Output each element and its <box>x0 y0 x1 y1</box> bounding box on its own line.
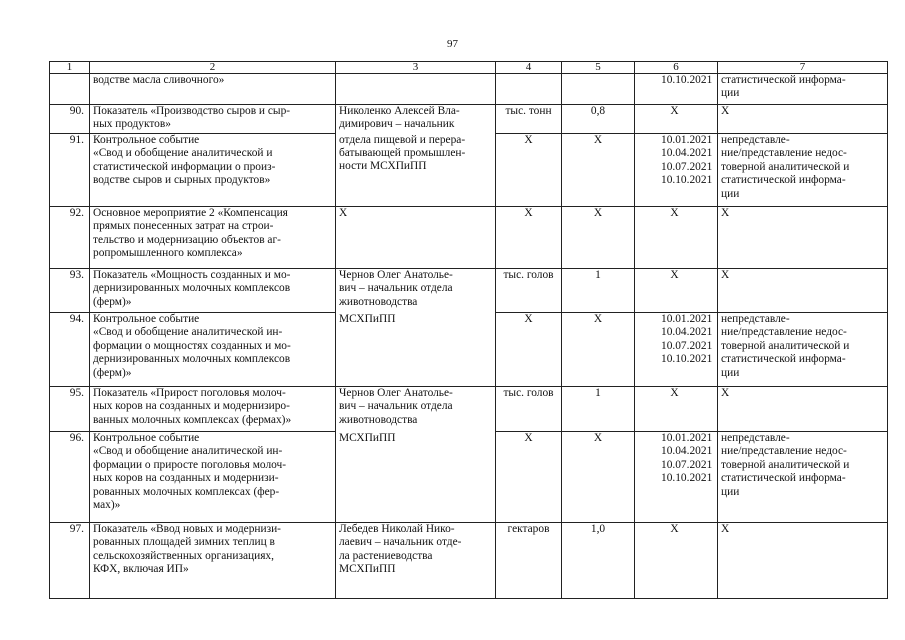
row-number: 97. <box>50 523 90 599</box>
item-name: Показатель «Прирост поголовья молоч- ных коров на созданных и модернизиро- ванных молочных комплексах (фермах)» <box>90 387 336 432</box>
responsible: отдела пищевой и перера- батывающей промышлен- ности МСХПиПП <box>336 134 496 207</box>
dates: 10.01.2021 10.04.2021 10.07.2021 10.10.2021 <box>635 432 718 523</box>
dates: Х <box>635 207 718 269</box>
item-name: Показатель «Производство сыров и сыр- ных продуктов» <box>90 105 336 134</box>
row-number: 92. <box>50 207 90 269</box>
value <box>562 74 635 105</box>
responsible: Х <box>336 207 496 269</box>
column-number: 6 <box>635 62 718 74</box>
value: 1 <box>562 269 635 313</box>
value: Х <box>562 432 635 523</box>
column-number: 7 <box>718 62 888 74</box>
responsible: МСХПиПП <box>336 313 496 387</box>
row-number: 90. <box>50 105 90 134</box>
responsible: Чернов Олег Анатолье- вич – начальник отдела животноводства <box>336 269 496 313</box>
column-number: 4 <box>496 62 562 74</box>
row-number: 94. <box>50 313 90 387</box>
responsible <box>336 74 496 105</box>
note: непредставле- ние/представление недос- товерной аналитической и статистической информа- ции <box>718 313 888 387</box>
responsible: Николенко Алексей Вла- димирович – начальник <box>336 105 496 134</box>
unit: Х <box>496 207 562 269</box>
column-number: 2 <box>90 62 336 74</box>
dates: Х <box>635 269 718 313</box>
column-number: 1 <box>50 62 90 74</box>
row-number: 95. <box>50 387 90 432</box>
note: непредставле- ние/представление недос- товерной аналитической и статистической информа- ции <box>718 432 888 523</box>
responsible: Чернов Олег Анатолье- вич – начальник отдела животноводства <box>336 387 496 432</box>
item-name: водстве масла сливочного» <box>90 74 336 105</box>
dates: Х <box>635 523 718 599</box>
table-row <box>50 387 888 432</box>
unit: тыс. голов <box>496 387 562 432</box>
dates: Х <box>635 105 718 134</box>
unit: тыс. голов <box>496 269 562 313</box>
table-row <box>50 74 888 105</box>
value: 1 <box>562 387 635 432</box>
table-row <box>50 523 888 599</box>
table-row <box>50 105 888 134</box>
value: Х <box>562 134 635 207</box>
column-number: 3 <box>336 62 496 74</box>
dates: 10.10.2021 <box>635 74 718 105</box>
item-name: Основное мероприятие 2 «Компенсация прямых понесенных затрат на строи- тельство и модернизацию объектов аг- ропромышленного комплекса» <box>90 207 336 269</box>
responsible: МСХПиПП <box>336 432 496 523</box>
row-number <box>50 74 90 105</box>
dates: 10.01.2021 10.04.2021 10.07.2021 10.10.2021 <box>635 313 718 387</box>
value: Х <box>562 207 635 269</box>
item-name: Контрольное событие «Свод и обобщение аналитической ин- формации о приросте поголовья молоч- ных коров на созданных и модернизи- рованных молочных комплексах (фер- мах)» <box>90 432 336 523</box>
note: Х <box>718 207 888 269</box>
note: статистической информа- ции <box>718 74 888 105</box>
table-row <box>50 134 888 207</box>
value: 0,8 <box>562 105 635 134</box>
unit: Х <box>496 134 562 207</box>
table-row <box>50 313 888 387</box>
unit: тыс. тонн <box>496 105 562 134</box>
unit <box>496 74 562 105</box>
table-row <box>50 432 888 523</box>
table-row <box>50 207 888 269</box>
note: Х <box>718 105 888 134</box>
program-table <box>49 61 888 599</box>
column-number: 5 <box>562 62 635 74</box>
value: Х <box>562 313 635 387</box>
item-name: Показатель «Мощность созданных и мо- дернизированных молочных комплексов (ферм)» <box>90 269 336 313</box>
dates: Х <box>635 387 718 432</box>
note: непредставле- ние/представление недос- товерной аналитической и статистической информа- ции <box>718 134 888 207</box>
unit: Х <box>496 313 562 387</box>
row-number: 96. <box>50 432 90 523</box>
note: Х <box>718 523 888 599</box>
item-name: Показатель «Ввод новых и модернизи- рованных площадей зимних теплиц в сельскохозяйственных организациях, КФХ, включая ИП» <box>90 523 336 599</box>
row-number: 91. <box>50 134 90 207</box>
page-number: 97 <box>447 38 458 50</box>
item-name: Контрольное событие «Свод и обобщение аналитической ин- формации о мощностях созданных и мо- дернизированных молочных комплексов (ферм)» <box>90 313 336 387</box>
value: 1,0 <box>562 523 635 599</box>
responsible: Лебедев Николай Нико- лаевич – начальник отде- ла растениеводства МСХПиПП <box>336 523 496 599</box>
table-row <box>50 269 888 313</box>
unit: гектаров <box>496 523 562 599</box>
note: Х <box>718 387 888 432</box>
row-number: 93. <box>50 269 90 313</box>
unit: Х <box>496 432 562 523</box>
column-number-row <box>50 62 888 74</box>
dates: 10.01.2021 10.04.2021 10.07.2021 10.10.2021 <box>635 134 718 207</box>
item-name: Контрольное событие «Свод и обобщение аналитической и статистической информации о произ- водстве сыров и сырных продуктов» <box>90 134 336 207</box>
note: Х <box>718 269 888 313</box>
